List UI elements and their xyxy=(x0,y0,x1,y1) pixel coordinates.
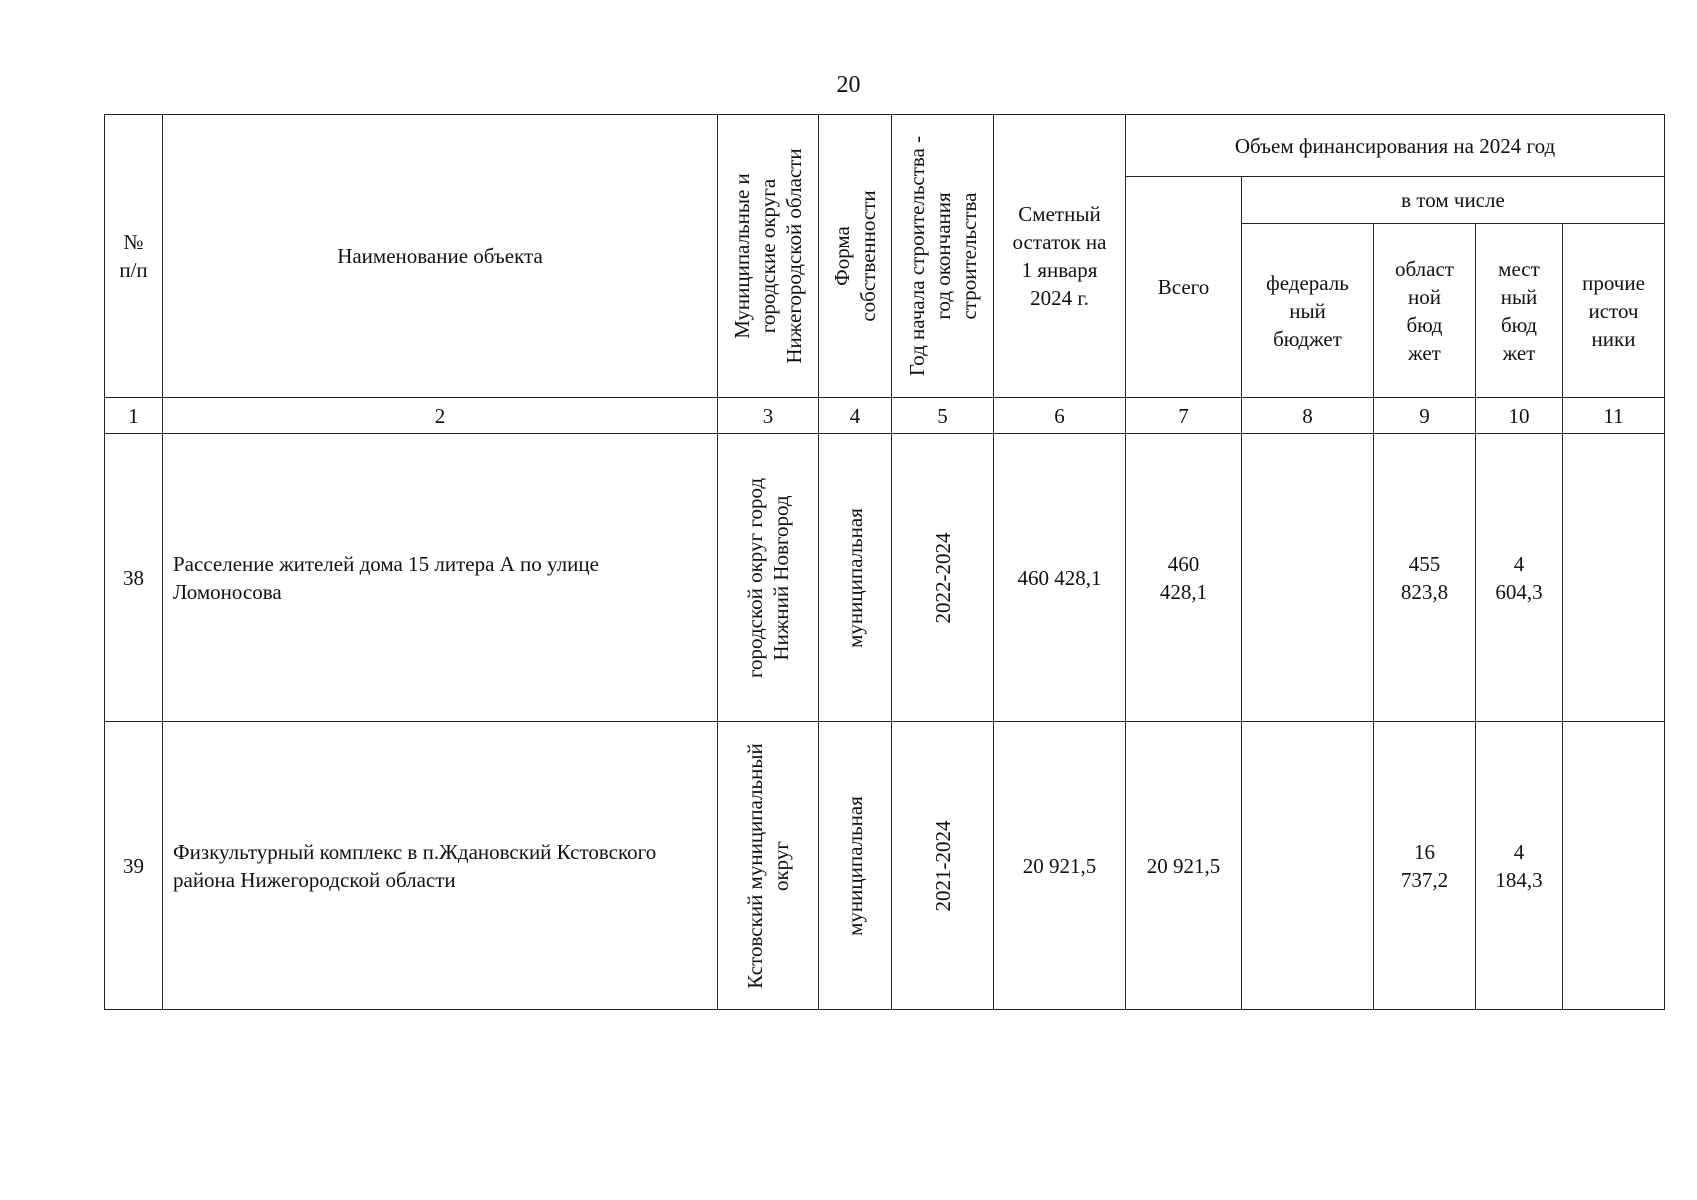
header-regional: област ной бюд жет xyxy=(1374,224,1476,398)
estimate: 20 921,5 xyxy=(994,722,1126,1010)
header-other: прочие источ ники xyxy=(1563,224,1665,398)
header-including: в том числе xyxy=(1242,177,1665,224)
header-name: Наименование объекта xyxy=(163,115,718,398)
financing-table xyxy=(104,114,1665,1010)
total: 20 921,5 xyxy=(1126,722,1242,1010)
ownership: муниципальная xyxy=(819,722,892,1010)
header-municipality: Муниципальные и городские округа Нижегородской области xyxy=(718,115,819,398)
estimate: 460 428,1 xyxy=(994,434,1126,722)
column-number: 7 xyxy=(1126,398,1242,434)
column-number: 5 xyxy=(892,398,994,434)
row-num: 38 xyxy=(105,434,163,722)
regional-budget: 455 823,8 xyxy=(1374,434,1476,722)
page-number: 20 xyxy=(836,72,861,98)
header-federal: федераль ный бюджет xyxy=(1242,224,1374,398)
row-num: 39 xyxy=(105,722,163,1010)
total: 460 428,1 xyxy=(1126,434,1242,722)
municipality: Кстовский муниципальный округ xyxy=(718,722,819,1010)
column-number: 10 xyxy=(1476,398,1563,434)
header-ownership: Форма собственности xyxy=(819,115,892,398)
table-row xyxy=(105,722,1665,1010)
other-sources xyxy=(1563,722,1665,1010)
header-local: мест ный бюд жет xyxy=(1476,224,1563,398)
table-row xyxy=(105,434,1665,722)
column-number: 3 xyxy=(718,398,819,434)
municipality: городской округ город Нижний Новгород xyxy=(718,434,819,722)
column-number-row xyxy=(105,398,1665,434)
header-total: Всего xyxy=(1126,177,1242,398)
column-number: 6 xyxy=(994,398,1126,434)
ownership: муниципальная xyxy=(819,434,892,722)
regional-budget: 16 737,2 xyxy=(1374,722,1476,1010)
object-name: Физкультурный комплекс в п.Ждановский Кстовского района Нижегородской области xyxy=(163,722,718,1010)
column-number: 11 xyxy=(1563,398,1665,434)
column-number: 9 xyxy=(1374,398,1476,434)
years: 2021-2024 xyxy=(892,722,994,1010)
column-number: 8 xyxy=(1242,398,1374,434)
header-num: № п/п xyxy=(105,115,163,398)
column-number: 1 xyxy=(105,398,163,434)
column-number: 2 xyxy=(163,398,718,434)
header-years: Год начала строительства - год окончания строительства xyxy=(892,115,994,398)
other-sources xyxy=(1563,434,1665,722)
header-estimate: Сметный остаток на 1 января 2024 г. xyxy=(994,115,1126,398)
years: 2022-2024 xyxy=(892,434,994,722)
header-funding-title: Объем финансирования на 2024 год xyxy=(1126,115,1665,177)
federal-budget xyxy=(1242,722,1374,1010)
object-name: Расселение жителей дома 15 литера А по улице Ломоносова xyxy=(163,434,718,722)
local-budget: 4 604,3 xyxy=(1476,434,1563,722)
column-number: 4 xyxy=(819,398,892,434)
federal-budget xyxy=(1242,434,1374,722)
local-budget: 4 184,3 xyxy=(1476,722,1563,1010)
